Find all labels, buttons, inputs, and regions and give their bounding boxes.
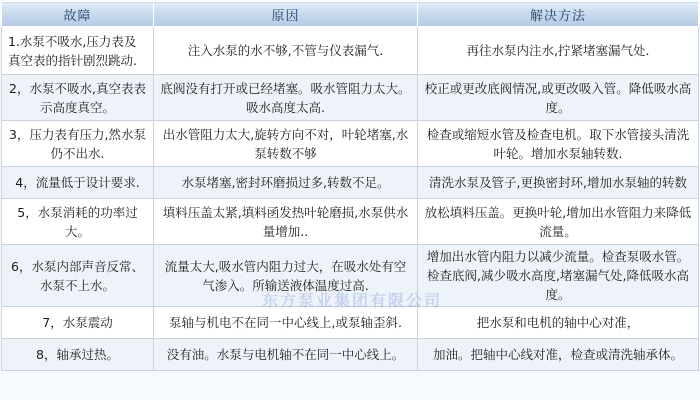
fault-cell: 6，水泵内部声音反常、水泵不上水。 <box>2 245 154 307</box>
solution-cell: 清洗水泵及管子,更换密封环,增加水泵轴的转数 <box>418 167 699 199</box>
table-row <box>2 167 699 199</box>
table-row <box>2 307 699 339</box>
solution-cell: 再往水泵内注水,拧紧堵塞漏气处. <box>418 27 699 75</box>
header-cause: 原因 <box>154 2 418 27</box>
fault-cell: 8，轴承过热。 <box>2 339 154 371</box>
cause-cell: 水泵堵塞,密封环磨损过多,转数不足。 <box>154 167 418 199</box>
table-row <box>2 199 699 245</box>
fault-cell: 2，水泵不吸水,真空表表示高度真空。 <box>2 75 154 121</box>
solution-cell: 增加出水管内阻力以减少流量。检查泵吸水管。检查底阀,减少吸水高度,堵塞漏气处,降低吸水高度。 <box>418 245 699 307</box>
fault-table <box>1 1 699 371</box>
fault-cell: 7，水泵震动 <box>2 307 154 339</box>
header-solution: 解决方法 <box>418 2 699 27</box>
watermark: 东方泵业集团有限公司 <box>262 291 443 310</box>
cause-cell: 底阀没有打开或已经堵塞。吸水管阻力太大。吸水高度太高. <box>154 75 418 121</box>
cause-cell: 出水管阻力太大,旋转方向不对，叶轮堵塞,水泵转数不够 <box>154 121 418 167</box>
solution-cell: 放松填料压盖。更换叶轮,增加出水管阻力来降低流量。 <box>418 199 699 245</box>
fault-cell: 5，水泵消耗的功率过大。 <box>2 199 154 245</box>
cause-cell: 泵轴与机电不在同一中心线上,或泵轴歪斜. <box>154 307 418 339</box>
solution-cell: 检查或缩短水管及检查电机。取下水管接头清洗叶轮。增加水泵轴转数. <box>418 121 699 167</box>
header-fault: 故障 <box>2 2 154 27</box>
table-row <box>2 75 699 121</box>
fault-cell: 3，压力表有压力,然水泵仍不出水. <box>2 121 154 167</box>
header-row <box>2 2 699 27</box>
fault-cell: 4，流量低于设计要求. <box>2 167 154 199</box>
cause-cell: 填料压盖太紧,填料函发热叶轮磨损,水泵供水量增加.. <box>154 199 418 245</box>
solution-cell: 校正或更改底阀情况,或更改吸入管。降低吸水高度。 <box>418 75 699 121</box>
cause-cell: 没有油。水泵与电机轴不在同一中心线上。 <box>154 339 418 371</box>
solution-cell: 加油。把轴中心线对准，检查或清洗轴承体。 <box>418 339 699 371</box>
table-row <box>2 121 699 167</box>
table-row <box>2 245 699 307</box>
table-row <box>2 339 699 371</box>
solution-cell: 把水泵和电机的轴中心对准， <box>418 307 699 339</box>
fault-cell: 1.水泵不吸水,压力表及真空表的指针剧烈跳动. <box>2 27 154 75</box>
cause-cell: 流量太大,吸水管内阻力过大，在吸水处有空气渗入。所输送液体温度过高. <box>154 245 418 307</box>
cause-cell: 注入水泵的水不够,不管与仪表漏气. <box>154 27 418 75</box>
table-row <box>2 27 699 75</box>
